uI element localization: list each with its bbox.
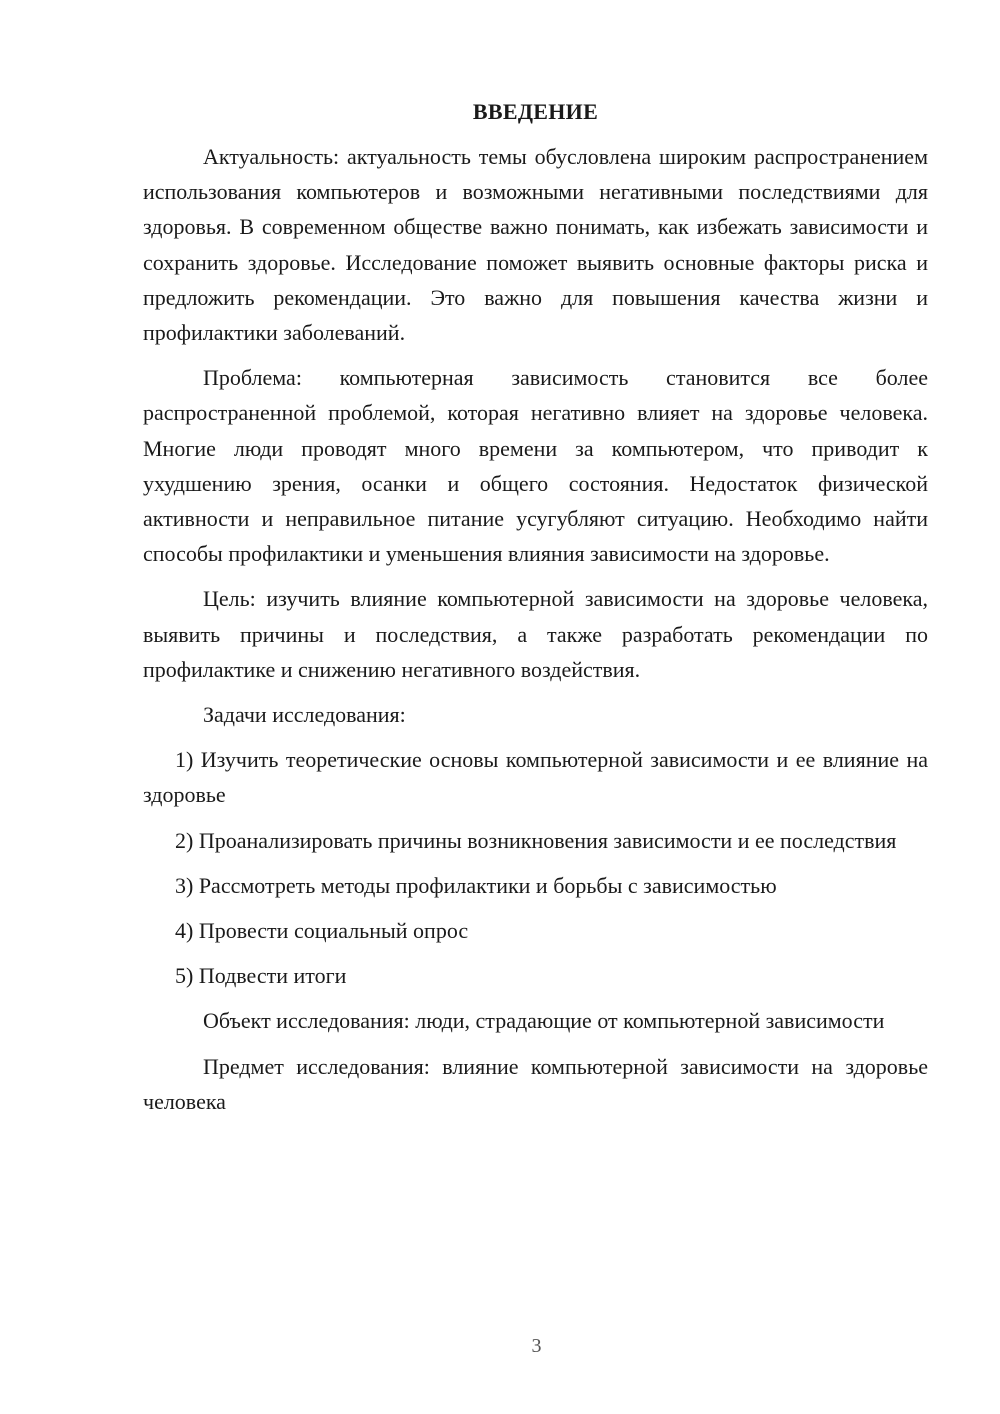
task-item-4: 4) Провести социальный опрос xyxy=(175,918,469,944)
task-item-1: 1) Изучить теоретические основы компьютерной зависимости и ее влияние на здоровье xyxy=(143,747,928,808)
section-title: ВВЕДЕНИЕ xyxy=(472,99,599,124)
paragraph-subject: Предмет исследования: влияние компьютерной зависимости на здоровье человека xyxy=(143,1053,928,1114)
paragraph-object: Объект исследования: люди, страдающие от компьютерной зависимости xyxy=(203,1008,885,1034)
paragraph-goal: Цель: изучить влияние компьютерной зависимости на здоровье человека, выявить причины и последствия, а также разработать рекомендации по профилактике и снижению негативного воздействия. xyxy=(143,586,928,682)
paragraph-problem: Проблема: компьютерная зависимость становится все более распространенной проблемой, которая негативно влияет на здоровье человека. Многие люди проводят много времени за компьютером, что приводит к ухудшению зрения, осанки и общего состояния. Недостаток физической активности и неправильное питание усугубляют ситуацию. Необходимо найти способы профилактики и уменьшения влияния зависимости на здоровье. xyxy=(143,365,928,567)
task-item-5: 5) Подвести итоги xyxy=(175,963,347,989)
page-number: 3 xyxy=(531,1335,542,1357)
document-body xyxy=(143,94,928,1129)
paragraph-relevance: Актуальность: актуальность темы обусловлена широким распространением использования компьютеров и возможными негативными последствиями для здоровья. В современном обществе важно понимать, как избежать зависимости и сохранить здоровье. Исследование поможет выявить основные факторы риска и предложить рекомендации. Это важно для повышения качества жизни и профилактики заболеваний. xyxy=(143,144,928,346)
tasks-heading: Задачи исследования: xyxy=(203,702,406,728)
task-item-2: 2) Проанализировать причины возникновения зависимости и ее последствия xyxy=(175,827,897,853)
task-item-3: 3) Рассмотреть методы профилактики и борьбы с зависимостью xyxy=(175,872,777,898)
